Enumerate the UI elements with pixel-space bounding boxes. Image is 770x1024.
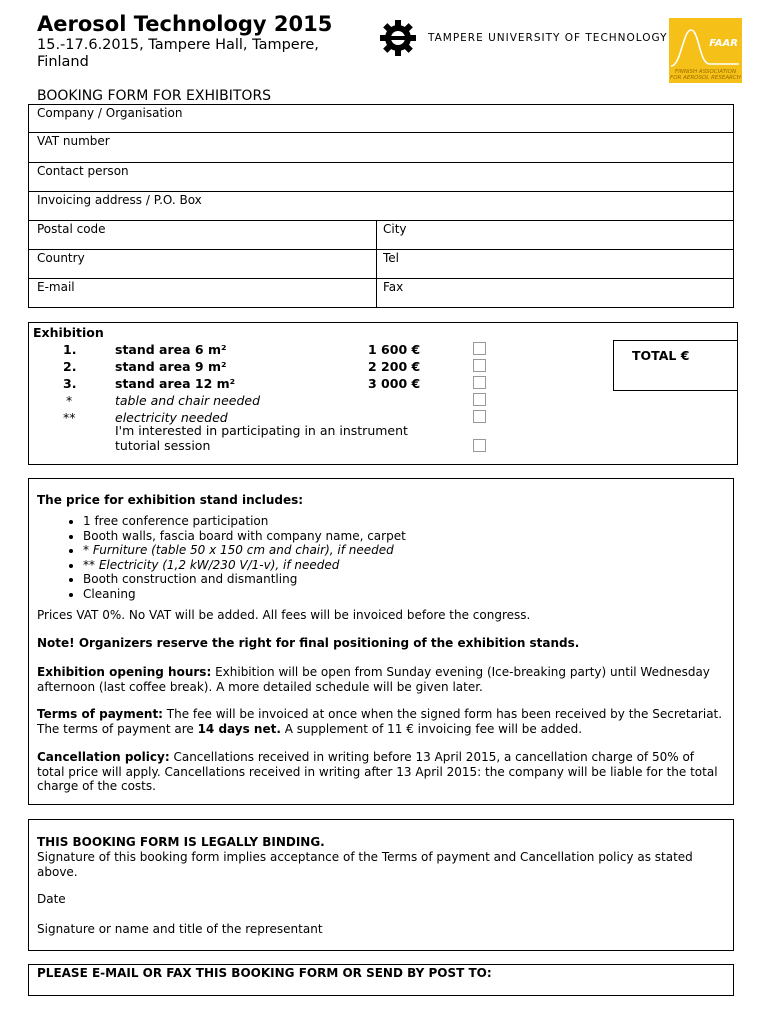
tel-label: Tel <box>383 251 400 265</box>
tut-logo <box>378 18 668 58</box>
payment-days: 14 days net. <box>197 721 281 736</box>
fax-label: Fax <box>383 280 404 294</box>
option-price: 2 200 € <box>368 359 421 374</box>
includes-heading: The price for exhibition stand includes: <box>37 493 304 507</box>
instrument-tutorial-label: I'm interested in participating in an instrument tutorial session <box>115 423 408 453</box>
payment-text: The fee will be invoiced at once when the signed form has been received by the Secretariat. The terms of payment are <box>37 707 723 736</box>
form-heading: BOOKING FORM FOR EXHIBITORS <box>37 88 272 104</box>
send-instructions-box <box>28 964 734 996</box>
faar-logo <box>669 18 742 83</box>
tutorial-checkbox[interactable] <box>473 439 486 452</box>
includes-list <box>37 514 406 601</box>
total-field[interactable] <box>613 340 738 391</box>
contact-details-box <box>28 104 734 308</box>
exhibition-box <box>28 322 738 465</box>
email-label: E-mail <box>37 280 75 294</box>
gear-icon <box>378 18 418 58</box>
binding-heading: THIS BOOKING FORM IS LEGALLY BINDING. <box>37 835 325 849</box>
postal-city-row[interactable] <box>29 221 733 250</box>
list-item: • Booth construction and dismantling <box>83 572 406 587</box>
list-item: • ** Electricity (1,2 kW/230 V/1-v), if needed <box>83 558 406 573</box>
option-number: 1. <box>63 342 77 357</box>
option-number: 2. <box>63 359 77 374</box>
extra-mark: ** <box>63 410 76 425</box>
opening-hours-label: Exhibition opening hours: <box>37 665 212 679</box>
option-number: 3. <box>63 376 77 391</box>
positioning-note: Note! Organizers reserve the right for final positioning of the exhibition stands. <box>37 636 580 650</box>
extra-label: electricity needed <box>115 410 228 425</box>
cancellation-label: Cancellation policy: <box>37 750 170 764</box>
country-tel-row[interactable] <box>29 250 733 279</box>
electricity-checkbox[interactable] <box>473 410 486 423</box>
cancellation-text: Cancellations received in writing before 13 April 2015, a cancellation charge of 50% of total price will apply. Cancellations received in writing after 13 April 2015: the company will be liable for the total charge of the costs. <box>37 750 718 793</box>
stand-info-box <box>28 478 734 805</box>
invoicing-address-label: Invoicing address / P.O. Box <box>37 193 202 207</box>
country-label: Country <box>37 251 85 265</box>
email-fax-row[interactable] <box>29 279 733 308</box>
option-label: stand area 6 m² <box>115 342 227 357</box>
option-price: 3 000 € <box>368 376 421 391</box>
signature-field[interactable]: Signature or name and title of the representant <box>37 922 323 936</box>
company-label: Company / Organisation <box>37 106 183 120</box>
vat-field[interactable] <box>29 133 733 163</box>
column-divider <box>376 221 377 308</box>
invoicing-address-field[interactable] <box>29 192 733 221</box>
faar-mark: FAAR <box>709 38 738 49</box>
opening-hours-text: Exhibition will be open from Sunday evening (Ice-breaking party) until Wednesday afternoon (last coffee break). A more detailed schedule will be given later. <box>37 665 710 694</box>
table-chair-checkbox[interactable] <box>473 393 486 406</box>
event-date-location: 15.-17.6.2015, Tampere Hall, Tampere, Finland <box>37 37 319 70</box>
list-item: • 1 free conference participation <box>83 514 406 529</box>
list-item: • Cleaning <box>83 587 406 602</box>
contact-person-field[interactable] <box>29 163 733 192</box>
option-3-checkbox[interactable] <box>473 376 486 389</box>
vat-label: VAT number <box>37 134 110 148</box>
payment-label: Terms of payment: <box>37 707 163 721</box>
contact-person-label: Contact person <box>37 164 129 178</box>
city-label: City <box>383 222 407 236</box>
payment-terms <box>37 707 723 736</box>
cancellation-policy <box>37 750 723 794</box>
total-label: TOTAL € <box>632 348 690 363</box>
opening-hours <box>37 665 723 694</box>
extra-mark: * <box>66 393 73 408</box>
signature-box <box>28 819 734 951</box>
company-field[interactable] <box>29 105 733 133</box>
payment-supplement: A supplement of 11 € invoicing fee will be added. <box>280 721 583 736</box>
option-label: stand area 9 m² <box>115 359 227 374</box>
extra-label: table and chair needed <box>115 393 261 408</box>
exhibition-heading: Exhibition <box>33 325 104 340</box>
vat-note: Prices VAT 0%. No VAT will be added. All fees will be invoiced before the congress. <box>37 608 531 622</box>
faar-subtitle: FINNISH ASSOCIATION FOR AEROSOL RESEARCH <box>670 69 741 81</box>
option-1-checkbox[interactable] <box>473 342 486 355</box>
list-item: • * Furniture (table 50 x 150 cm and chair), if needed <box>83 543 406 558</box>
list-item: • Booth walls, fascia board with company name, carpet <box>83 529 406 544</box>
binding-text: Signature of this booking form implies acceptance of the Terms of payment and Cancellation policy as stated above. <box>37 850 693 879</box>
postal-code-label: Postal code <box>37 222 106 236</box>
option-2-checkbox[interactable] <box>473 359 486 372</box>
date-field[interactable]: Date <box>37 892 66 906</box>
option-label: stand area 12 m² <box>115 376 236 391</box>
page-title: Aerosol Technology 2015 <box>37 12 333 36</box>
send-instructions: PLEASE E-MAIL OR FAX THIS BOOKING FORM OR SEND BY POST TO: <box>37 966 492 980</box>
option-price: 1 600 € <box>368 342 421 357</box>
university-name: TAMPERE UNIVERSITY OF TECHNOLOGY <box>428 32 668 44</box>
